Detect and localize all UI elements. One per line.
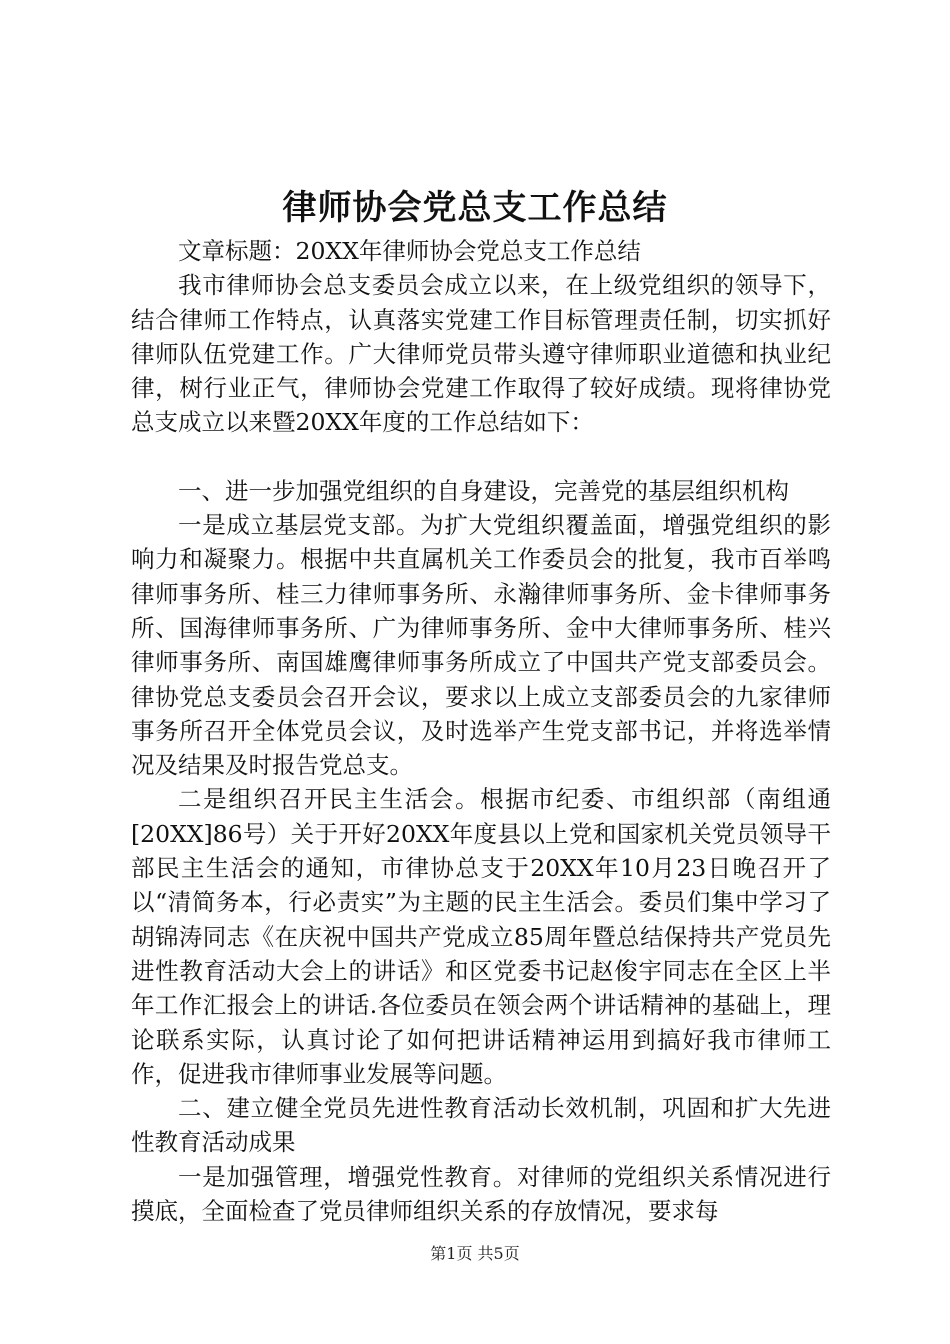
body-paragraph-3: 一是加强管理，增强党性教育。对律师的党组织关系情况进行摸底，全面检查了党员律师组织关系的存放情况，要求每 [131, 1162, 831, 1226]
body-paragraph-2: 二是组织召开民主生活会。根据市纪委、市组织部（南组通[20XX]86号）关于开好20XX年度县以上党和国家机关党员领导干部民主生活会的通知，市律协总支于20XX年10月23日晚召开了以“清简务本，行必责实”为主题的民主生活会。委员们集中学习了胡锦涛同志《在庆祝中国共产党成立85周年暨总结保持共产党员先进性教育活动大会上的讲话》和区党委书记赵俊宇同志在全区上半年工作汇报会上的讲话.各位委员在领会两个讲话精神的基础上，理论联系实际，认真讨论了如何把讲话精神运用到搞好我市律师工作，促进我市律师事业发展等问题。 [131, 785, 831, 1088]
body-paragraph-1: 一是成立基层党支部。为扩大党组织覆盖面，增强党组织的影响力和凝聚力。根据中共直属机关工作委员会的批复，我市百举鸣律师事务所、桂三力律师事务所、永瀚律师事务所、金卡律师事务所、国海律师事务所、广为律师事务所、金中大律师事务所、桂兴律师事务所、南国雄鹰律师事务所成立了中国共产党支部委员会。律协党总支委员会召开会议，要求以上成立支部委员会的九家律师事务所召开全体党员会议，及时选举产生党支部书记，并将选举情况及结果及时报告党总支。 [131, 511, 831, 780]
section-heading-2: 二、建立健全党员先进性教育活动长效机制，巩固和扩大先进性教育活动成果 [131, 1094, 831, 1157]
document-body [131, 234, 831, 1228]
document-title: 律师协会党总支工作总结 [282, 188, 668, 228]
section-heading-1: 一、进一步加强党组织的自身建设，完善党的基层组织机构 [178, 476, 789, 505]
page-number-footer: 第1页 共5页 [430, 1244, 520, 1263]
article-title-line: 文章标题：20XX年律师协会党总支工作总结 [178, 237, 641, 265]
intro-paragraph: 我市律师协会总支委员会成立以来，在上级党组织的领导下，结合律师工作特点，认真落实党建工作目标管理责任制，切实抓好律师队伍党建工作。广大律师党员带头遵守律师职业道德和执业纪律，树行业正气，律师协会党建工作取得了较好成绩。现将律协党总支成立以来暨20XX年度的工作总结如下： [131, 271, 831, 437]
paragraph-spacer [131, 440, 831, 474]
